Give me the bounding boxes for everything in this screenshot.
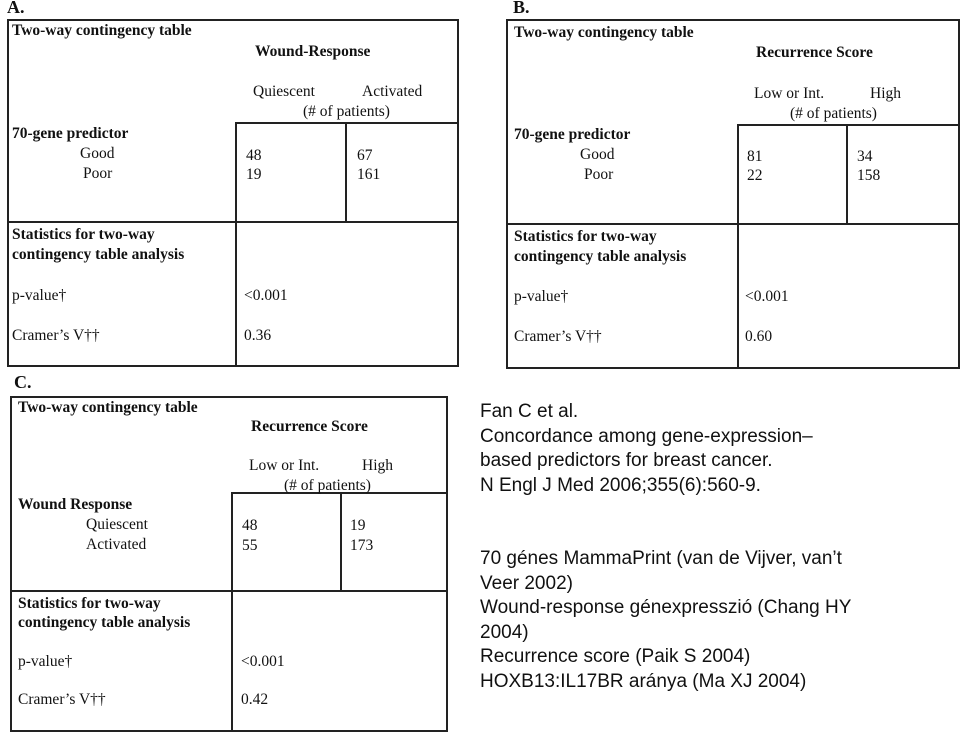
citation-block bbox=[480, 400, 813, 498]
cramer-value: 0.42 bbox=[241, 691, 269, 708]
note-line: Recurrence score (Paik S 2004) bbox=[480, 646, 751, 668]
cell-value: 161 bbox=[357, 166, 381, 183]
row-label: Quiescent bbox=[86, 516, 148, 533]
row-label: Poor bbox=[83, 165, 113, 182]
divider bbox=[345, 122, 347, 222]
panel-frame bbox=[7, 19, 459, 367]
divider bbox=[737, 124, 960, 126]
panel-letter: A. bbox=[7, 0, 25, 17]
cramer-value: 0.60 bbox=[745, 328, 773, 345]
row-label: Poor bbox=[584, 166, 614, 183]
divider bbox=[235, 122, 459, 124]
divider bbox=[10, 590, 448, 592]
row-group-header: 70-gene predictor bbox=[12, 125, 129, 142]
cell-value: 67 bbox=[357, 147, 373, 164]
divider bbox=[506, 223, 960, 225]
pvalue: <0.001 bbox=[244, 287, 288, 304]
row-label: Good bbox=[80, 145, 115, 162]
column-group-header: Recurrence Score bbox=[756, 44, 873, 61]
divider bbox=[7, 221, 459, 223]
stats-title: Statistics for two-way bbox=[514, 228, 657, 245]
table-title: Two-way contingency table bbox=[18, 399, 198, 416]
notes-block bbox=[480, 547, 851, 695]
note-line: HOXB13:IL17BR aránya (Ma XJ 2004) bbox=[480, 670, 807, 692]
column-header: Low or Int. bbox=[754, 85, 825, 102]
column-group-header: Recurrence Score bbox=[251, 418, 368, 435]
note-line: 2004) bbox=[480, 621, 529, 643]
cramer-label: Cramer’s V†† bbox=[514, 328, 602, 345]
stats-title: contingency table analysis bbox=[12, 246, 185, 263]
row-label: Activated bbox=[86, 536, 147, 553]
stats-title: contingency table analysis bbox=[514, 248, 687, 265]
row-group-header: Wound Response bbox=[18, 496, 133, 513]
stats-title: contingency table analysis bbox=[18, 614, 191, 631]
column-header: Activated bbox=[362, 83, 423, 100]
note-line: Veer 2002) bbox=[480, 572, 573, 594]
cell-value: 19 bbox=[350, 517, 366, 534]
cramer-value: 0.36 bbox=[244, 327, 272, 344]
column-header: Low or Int. bbox=[249, 457, 320, 474]
unit-label: (# of patients) bbox=[790, 105, 877, 122]
panel-frame bbox=[506, 19, 960, 369]
cell-value: 158 bbox=[857, 167, 881, 184]
stats-title: Statistics for two-way bbox=[18, 595, 161, 612]
row-group-header: 70-gene predictor bbox=[514, 126, 631, 143]
panel-letter: B. bbox=[513, 0, 530, 17]
pvalue: <0.001 bbox=[745, 288, 789, 305]
divider bbox=[231, 492, 233, 732]
panel-frame bbox=[10, 396, 448, 732]
citation-authors: Fan C et al. bbox=[480, 401, 579, 422]
divider bbox=[846, 124, 848, 224]
unit-label: (# of patients) bbox=[284, 477, 371, 494]
cramer-label: Cramer’s V†† bbox=[12, 327, 100, 344]
column-header: High bbox=[870, 85, 901, 102]
column-header: Quiescent bbox=[253, 83, 315, 100]
note-line: Wound-response génexpresszió (Chang HY bbox=[480, 597, 852, 619]
cell-value: 22 bbox=[747, 167, 763, 184]
note-line: 70 génes MammaPrint (van de Vijver, van’t bbox=[480, 548, 842, 569]
cell-value: 48 bbox=[246, 147, 262, 164]
cell-value: 19 bbox=[246, 166, 262, 183]
cell-value: 48 bbox=[242, 517, 258, 534]
row-label: Good bbox=[580, 146, 615, 163]
citation-title: Concordance among gene-expression– bbox=[480, 425, 813, 447]
pvalue-label: p-value† bbox=[514, 288, 569, 305]
divider bbox=[340, 492, 342, 591]
cell-value: 55 bbox=[242, 537, 258, 554]
divider bbox=[235, 122, 237, 367]
pvalue-label: p-value† bbox=[18, 653, 73, 670]
citation-journal: N Engl J Med 2006;355(6):560-9. bbox=[480, 474, 761, 496]
column-group-header: Wound-Response bbox=[255, 43, 371, 60]
panel-letter: C. bbox=[14, 372, 32, 392]
unit-label: (# of patients) bbox=[303, 103, 390, 120]
stats-title: Statistics for two-way bbox=[12, 226, 155, 243]
table-title: Two-way contingency table bbox=[514, 24, 694, 41]
divider bbox=[737, 124, 739, 369]
column-header: High bbox=[362, 457, 393, 474]
cell-value: 81 bbox=[747, 148, 763, 165]
cramer-label: Cramer’s V†† bbox=[18, 691, 106, 708]
cell-value: 34 bbox=[857, 148, 873, 165]
cell-value: 173 bbox=[350, 537, 374, 554]
citation-title: based predictors for breast cancer. bbox=[480, 450, 773, 472]
table-title: Two-way contingency table bbox=[12, 22, 192, 39]
pvalue: <0.001 bbox=[241, 653, 285, 670]
pvalue-label: p-value† bbox=[12, 287, 67, 304]
